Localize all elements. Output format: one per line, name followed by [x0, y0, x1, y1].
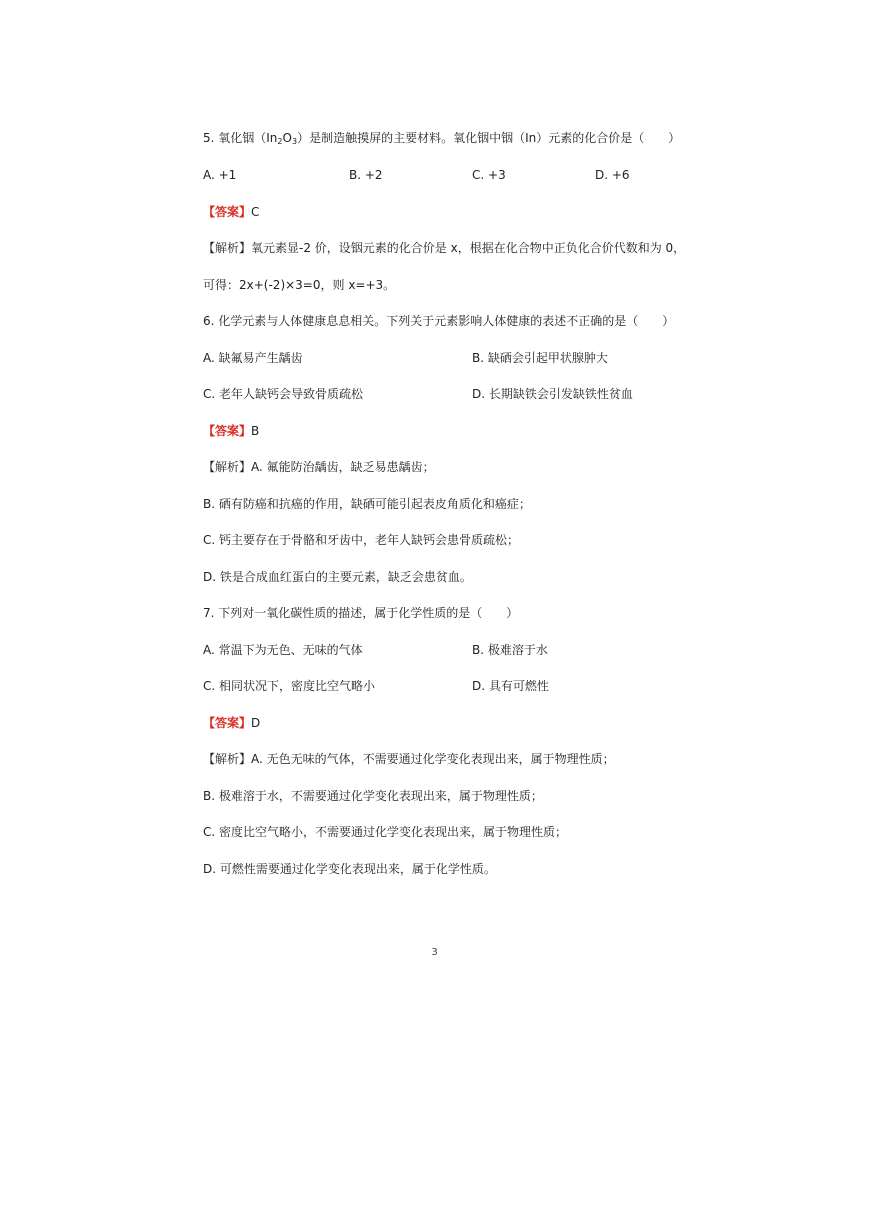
question-6-explain-line-3: C. 钙主要存在于骨骼和牙齿中，老年人缺钙会患骨质疏松；: [203, 533, 520, 547]
question-7-explain-line-3: C. 密度比空气略小，不需要通过化学变化表现出来，属于物理性质；: [203, 825, 568, 839]
answer-tag: 【答案】: [203, 424, 252, 438]
question-6-answer: [203, 423, 259, 439]
question-5-text-a: 5. 氧化铟（In: [203, 131, 278, 145]
question-6: 6. 化学元素与人体健康息息相关。下列关于元素影响人体健康的表述不正确的是（ ）: [203, 314, 675, 328]
question-7-option-d: D. 具有可燃性: [472, 679, 549, 693]
question-6-option-a: A. 缺氟易产生龋齿: [203, 351, 303, 365]
question-5-subscript-1: 2: [277, 137, 283, 146]
question-6-option-c: C. 老年人缺钙会导致骨质疏松: [203, 387, 364, 401]
question-5-option-d: D. +6: [595, 168, 630, 182]
answer-value: C: [251, 205, 260, 219]
question-7-explain-line-1: [203, 751, 615, 767]
question-7-answer: [203, 715, 260, 731]
question-7: 7. 下列对一氧化碳性质的描述，属于化学性质的是（ ）: [203, 606, 519, 620]
question-5-option-c: C. +3: [472, 168, 506, 182]
answer-tag: 【答案】: [203, 205, 252, 219]
question-5-option-a: A. +1: [203, 168, 237, 182]
answer-value: D: [251, 716, 261, 730]
question-5-option-b: B. +2: [349, 168, 383, 182]
question-6-option-b: B. 缺硒会引起甲状腺肿大: [472, 351, 608, 365]
answer-tag: 【答案】: [203, 716, 252, 730]
question-6-explain-line-1: [203, 459, 435, 475]
question-7-explain-line-4: D. 可燃性需要通过化学变化表现出来，属于化学性质。: [203, 862, 496, 876]
question-6-explain-line-4: D. 铁是合成血红蛋白的主要元素，缺乏会患贫血。: [203, 570, 472, 584]
question-6-explain-line-2: B. 硒有防癌和抗癌的作用，缺硒可能引起表皮角质化和癌症；: [203, 497, 531, 511]
question-7-explain-line-2: B. 极难溶于水，不需要通过化学变化表现出来，属于物理性质；: [203, 789, 543, 803]
question-5: [203, 130, 680, 146]
question-5-text-c: ）是制造触摸屏的主要材料。氧化铟中铟（In）元素的化合价是（ ）: [297, 131, 681, 145]
explain-text: A. 氟能防治龋齿，缺乏易患龋齿；: [251, 460, 435, 474]
question-7-option-b: B. 极难溶于水: [472, 643, 548, 657]
explain-tag: 【解析】: [203, 752, 252, 766]
question-5-text-b: O: [282, 131, 292, 145]
question-5-explain-line-2: 可得：2x+(-2)×3=0，则 x=+3。: [203, 278, 396, 292]
explain-tag: 【解析】: [203, 241, 252, 255]
question-5-answer: [203, 204, 259, 220]
answer-value: B: [251, 424, 260, 438]
explain-text: A. 无色无味的气体，不需要通过化学变化表现出来，属于物理性质；: [251, 752, 615, 766]
explain-tag: 【解析】: [203, 460, 252, 474]
question-5-subscript-2: 3: [291, 137, 298, 146]
page-number: 3: [431, 947, 438, 958]
question-7-option-c: C. 相同状况下，密度比空气略小: [203, 679, 376, 693]
explain-text: 氧元素显-2 价，设铟元素的化合价是 x，根据在化合物中正负化合价代数和为 0，: [251, 241, 686, 255]
question-5-explain-line-1: [203, 240, 685, 256]
question-6-option-d: D. 长期缺铁会引发缺铁性贫血: [472, 387, 633, 401]
question-7-option-a: A. 常温下为无色、无味的气体: [203, 643, 363, 657]
